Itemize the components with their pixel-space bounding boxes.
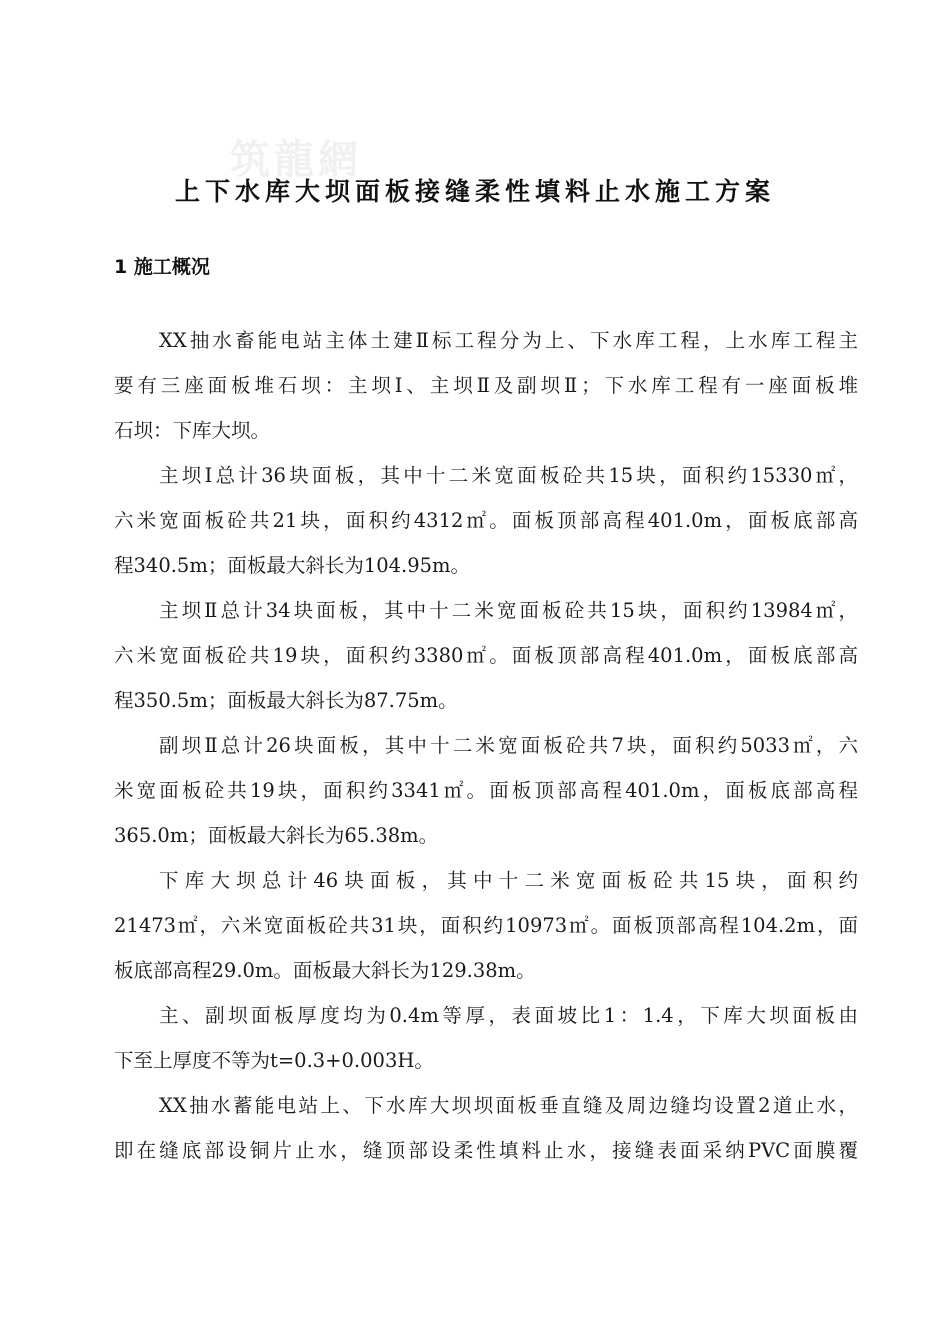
paragraph-line: 程340.5m；面板最大斜长为104.95m。: [114, 554, 471, 577]
paragraph-line: 下至上厚度不等为t=0.3+0.003H。: [114, 1049, 434, 1072]
section-title: 施工概况: [133, 256, 210, 278]
paragraph-line: 主坝Ⅱ总计34块面板，其中十二米宽面板砼共15块，面积约13984㎡，: [159, 599, 858, 622]
section-number: 1: [114, 256, 128, 278]
watermark-logo: 筑龍網: [230, 136, 362, 183]
paragraph-line: 六米宽面板砼共19块，面积约3380㎡。面板顶部高程401.0m，面板底部高: [114, 644, 858, 667]
body-text: [114, 318, 858, 1173]
paragraph: [114, 993, 858, 1083]
paragraph: [114, 453, 858, 588]
document-title: 上下水库大坝面板接缝柔性填料止水施工方案: [174, 177, 775, 206]
paragraph: [114, 723, 858, 858]
paragraph: [114, 318, 858, 453]
paragraph-line: 六米宽面板砼共21块，面积约4312㎡。面板顶部高程401.0m，面板底部高: [114, 509, 858, 532]
paragraph-line: 主、副坝面板厚度均为0.4m等厚，表面坡比1：1.4，下库大坝面板由: [159, 1004, 858, 1027]
paragraph-line: 米宽面板砼共19块，面积约3341㎡。面板顶部高程401.0m，面板底部高程: [114, 779, 858, 802]
paragraph-line: 石坝：下库大坝。: [114, 419, 271, 442]
paragraph-line: 要有三座面板堆石坝：主坝Ⅰ、主坝Ⅱ及副坝Ⅱ；下水库工程有一座面板堆: [114, 374, 858, 397]
paragraph-line: 板底部高程29.0m。面板最大斜长为129.38m。: [114, 959, 536, 982]
paragraph-line: 副坝Ⅱ总计26块面板，其中十二米宽面板砼共7块，面积约5033㎡，六: [159, 734, 858, 757]
section-heading: [114, 252, 210, 279]
paragraph: [114, 1083, 858, 1173]
paragraph-line: 21473㎡，六米宽面板砼共31块，面积约10973㎡。面板顶部高程104.2m，面: [114, 914, 858, 937]
paragraph-line: 365.0m；面板最大斜长为65.38m。: [114, 824, 439, 847]
paragraph-line: 主坝Ⅰ总计36块面板，其中十二米宽面板砼共15块，面积约15330㎡，: [159, 464, 858, 487]
paragraph: [114, 588, 858, 723]
paragraph-line: 即在缝底部设铜片止水，缝顶部设柔性填料止水，接缝表面采纳PVC面膜覆: [114, 1139, 858, 1162]
paragraph-line: XX抽水畜能电站主体土建Ⅱ标工程分为上、下水库工程，上水库工程主: [159, 329, 858, 352]
paragraph-line: XX抽水蓄能电站上、下水库大坝坝面板垂直缝及周边缝均设置2道止水，: [159, 1094, 858, 1117]
paragraph-line: 下库大坝总计46块面板，其中十二米宽面板砼共15块，面积约: [159, 869, 858, 892]
paragraph: [114, 858, 858, 993]
paragraph-line: 程350.5m；面板最大斜长为87.75m。: [114, 689, 458, 712]
